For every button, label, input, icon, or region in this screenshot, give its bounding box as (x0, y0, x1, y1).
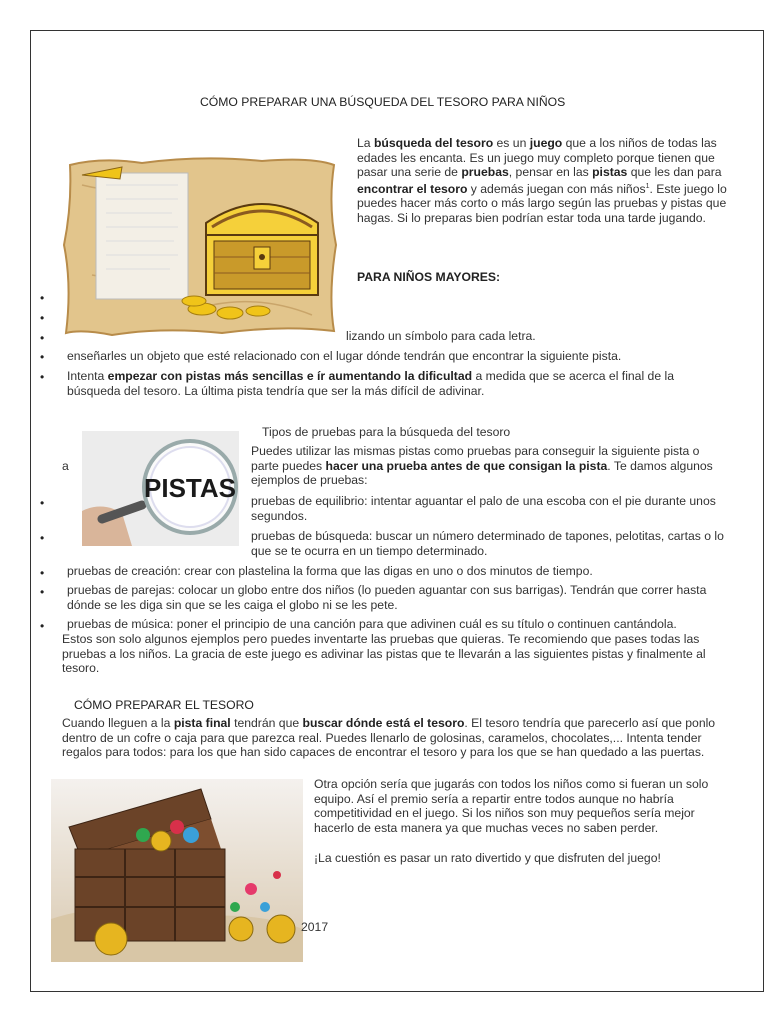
treasure-paragraph-2: Otra opción sería que jugarás con todos los niños como si fueran un solo equipo. Así el premio sería a repartir entre todos aunque no habría competitividad en el juego. Si los niños son muy pequeños sería mejor hacerlo de esta manera ya que muchas veces no saben perder. (314, 777, 709, 835)
treasure-map-icon (62, 155, 342, 337)
tests-closing: Estos son solo algunos ejemplos pero puedes inventarte las pruebas que quieras. Te recomiendo que pases todas las pruebas a los niños. La gracia de este juego es adivinar las pistas que te llevarán a las siguientes pistas y finalmente al tesoro. (62, 632, 706, 676)
treasure-chest-icon (51, 779, 303, 962)
stray-letter: a (62, 459, 69, 473)
test-item-3: pruebas de creación: crear con plastelina la forma que las digas en uno o dos minutos de tiempo. (67, 564, 593, 578)
older-item-4: enseñarles un objeto que esté relacionado con el lugar dónde tendrán que encontrar la siguiente pista. (67, 349, 622, 363)
pistas-label: PISTAS (144, 473, 236, 503)
test-item-1: pruebas de equilibrio: intentar aguantar el palo de una escoba con el pie durante unos segundos. (251, 494, 716, 523)
older-item-5: Intenta empezar con pistas más sencillas e ír aumentando la dificultad a medida que se acerca el final de la búsqueda del tesoro. La última pista tendría que ser la más difícil de adivinar. (67, 369, 674, 398)
tests-heading: Tipos de pruebas para la búsqueda del tesoro (262, 425, 511, 439)
test-item-5: pruebas de música: poner el principio de una canción para que adivinen cuál es su título o continuen cantándola. (67, 617, 677, 631)
chocolate-chest-photo (51, 779, 303, 962)
treasure-paragraph-3: ¡La cuestión es pasar un rato divertido y que disfruten del juego! (314, 851, 661, 865)
bullet: • (40, 291, 45, 305)
tests-intro: Puedes utilizar las mismas pistas como pruebas para conseguir la siguiente pista o parte puedes hacer una prueba antes de que consigan la pista. Te damos algunos ejemplos de pruebas: (251, 444, 713, 488)
bullet: • (40, 496, 45, 510)
footer-year: 2017 (301, 920, 329, 934)
magnifier-icon (82, 431, 239, 546)
test-item-2: pruebas de búsqueda: buscar un número determinado de tapones, pelotitas, cartas o lo que se te ocurra en un tiempo determinado. (251, 529, 724, 558)
bullet: • (40, 585, 45, 599)
bullet: • (40, 531, 45, 545)
older-kids-heading: PARA NIÑOS MAYORES: (357, 270, 501, 284)
pistas-magnifier-image (82, 431, 239, 546)
treasure-map-illustration (62, 155, 342, 337)
bullet: • (40, 331, 45, 345)
page-title: CÓMO PREPARAR UNA BÚSQUEDA DEL TESORO PARA NIÑOS (200, 95, 566, 109)
test-item-4: pruebas de parejas: colocar un globo entre dos niños (lo pueden aguantar con sus barrigas). Tendrán que correr hasta dónde se les diga sin que se les caiga el globo ni se les pete. (67, 583, 707, 612)
intro-paragraph: La búsqueda del tesoro es un juego que a los niños de todas las edades les encanta. Es un juego muy completo porque tienen que pasar una serie de pruebas, pensar en las pistas que les dan para encontrar el tesoro y además juegan con más niños$^1$. Este juego lo puedes hacer más corto o más largo según las pruebas y pistas que hagas. Si lo preparas bien podrían estar toda una tarde jugando. (357, 136, 727, 226)
bullet: • (40, 370, 45, 384)
bullet: • (40, 350, 45, 364)
older-item-3: lizando un símbolo para cada letra. (346, 329, 536, 343)
treasure-heading: CÓMO PREPARAR EL TESORO (74, 698, 254, 712)
bullet: • (40, 619, 45, 633)
treasure-paragraph-1: Cuando lleguen a la pista final tendrán que buscar dónde está el tesoro. El tesoro tendría que parecerlo así que ponlo dentro de un cofre o caja para que parezca real. Puedes llenarlo de golosinas, caramelos, chocolates,... Intenta tender regalos para todos: para los que han sido capaces de encontrar el tesoro y para los que se han quedado a las puertas. (62, 716, 716, 760)
bullet: • (40, 566, 45, 580)
bullet: • (40, 311, 45, 325)
